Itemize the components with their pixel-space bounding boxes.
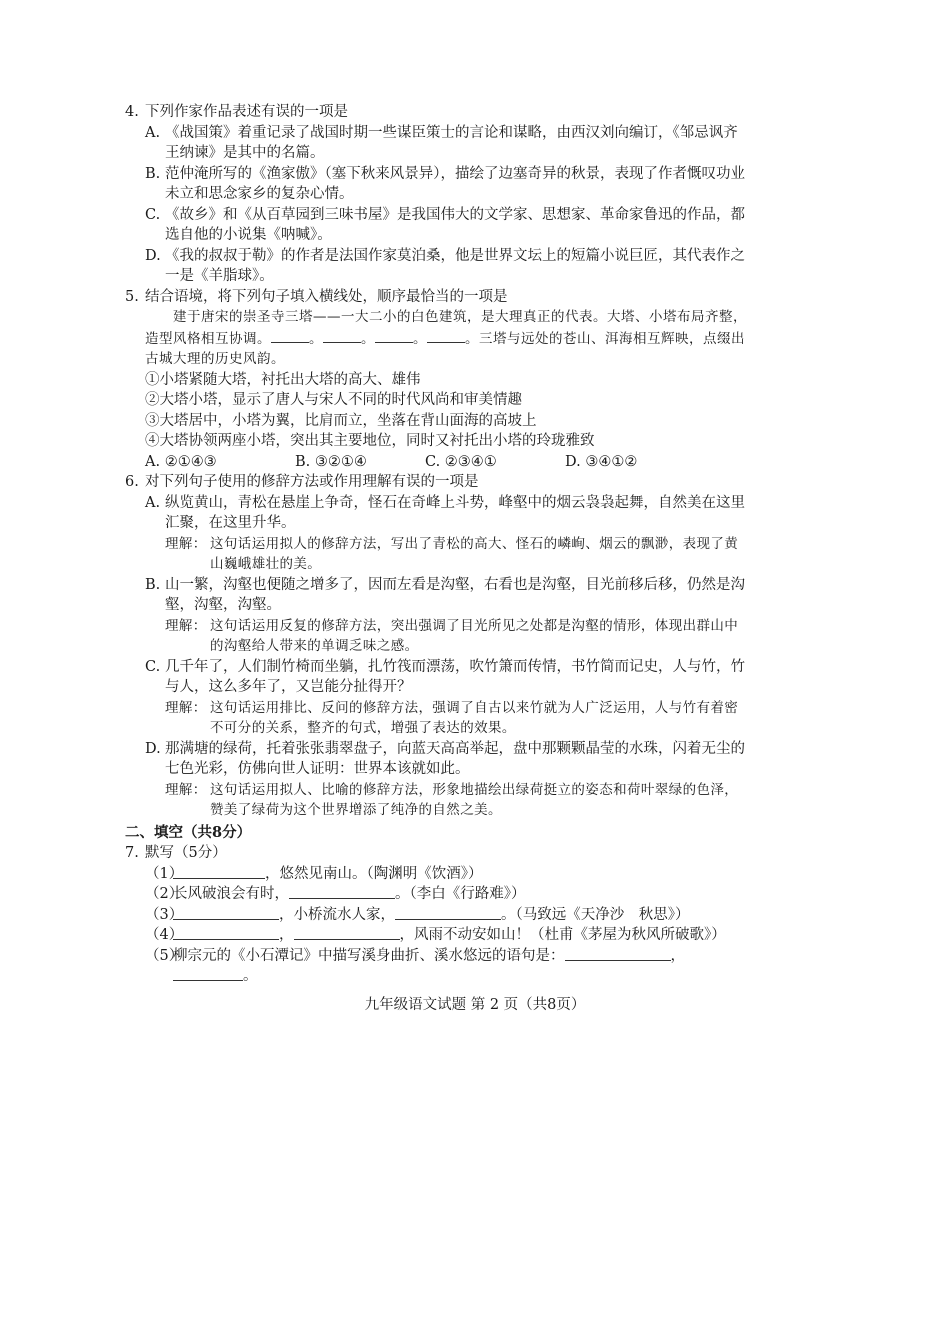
option-b: B. 山一繁，沟壑也便随之增多了，因而左看是沟壑，右看也是沟壑，目光前移后移，仍然是沟壑，沟壑，沟壑。 (145, 576, 745, 613)
blank (271, 328, 309, 343)
answer-blank[interactable] (173, 905, 279, 920)
fill-item-5: （5） 柳宗元的《小石潭记》中描写溪身曲折、溪水悠远的语句是： ， (145, 947, 685, 964)
sentence-item: ②大塔小塔，显示了唐人与宋人不同的时代风尚和审美情趣 (145, 392, 522, 408)
sentence-item: ④大塔协领两座小塔，突出其主要地位，同时又衬托出小塔的玲珑雅致 (145, 433, 595, 449)
question-number: 5. (125, 288, 139, 305)
option-d: D. 那满塘的绿荷，托着张张翡翠盘子，向蓝天高高举起，盘中那颗颗晶莹的水珠，闪着无尘的七色光彩，仿佛向世人证明：世界本该就如此。 (145, 740, 745, 777)
fill-item-2: （2） 长风破浪会有时， 。（李白《行路难》） (145, 886, 526, 902)
option-a: A. 纵览黄山，青松在悬崖上争奇，怪石在奇峰上斗势，峰壑中的烟云袅袅起舞，自然美在这里汇聚，在这里升华。 (145, 494, 745, 531)
answer-choices (145, 452, 750, 473)
option-c: C. 几千年了，人们制竹椅而坐躺，扎竹筏而漂荡，吹竹箫而传情，书竹简而记史，人与竹，竹与人，这么多年了，又岂能分扯得开？ (145, 658, 745, 695)
blank (427, 328, 465, 343)
section-title: 二、填空（共8分） (125, 823, 252, 841)
explanation-d: 理解： 这句话运用拟人、比喻的修辞方法，形象地描绘出绿荷挺立的姿态和荷叶翠绿的色泽，赞美了绿荷为这个世界增添了纯净的自然之美。 (165, 781, 739, 818)
answer-blank[interactable] (289, 884, 395, 899)
blank (375, 328, 413, 343)
question-number: 4. (125, 104, 139, 120)
explanation-c: 理解： 这句话运用排比、反问的修辞方法，强调了自古以来竹就为人广泛运用，人与竹有着密不可分的关系，整齐的句式，增强了表达的效果。 (165, 699, 739, 736)
choice-c: C. ②③④① (425, 453, 497, 470)
choice-a: A. ②①④③ (145, 453, 217, 470)
question-number: 6. (125, 474, 139, 490)
answer-blank[interactable] (395, 905, 501, 920)
question-stem: 结合语境，将下列句子填入横线处，顺序最恰当的一项是 (145, 288, 508, 305)
fill-item-3: （3） ，小桥流水人家， 。（马致远《天净沙 秋思》） (145, 906, 690, 923)
blank (323, 328, 361, 343)
exam-page (125, 102, 750, 987)
option-c: C. 《故乡》和《从百草园到三味书屋》是我国伟大的文学家、思想家、革命家鲁迅的作品，都选自他的小说集《呐喊》。 (145, 206, 745, 243)
fill-item-1: （1） ，悠然见南山。（陶渊明《饮酒》） (145, 865, 483, 882)
explanation-a: 理解： 这句话运用拟人的修辞方法，写出了青松的高大、怪石的嶙峋、烟云的飘渺，表现了黄山巍峨雄壮的美。 (165, 535, 739, 572)
option-d: D. 《我的叔叔于勒》的作者是法国作家莫泊桑，他是世界文坛上的短篇小说巨匠，其代表作之一是《羊脂球》。 (145, 247, 745, 284)
answer-blank[interactable] (173, 925, 279, 940)
question-number: 7. (125, 845, 139, 861)
answer-blank[interactable] (173, 966, 243, 981)
sentence-item: ③大塔居中，小塔为翼，比肩而立，坐落在背山面海的高坡上 (145, 412, 537, 429)
explanation-b: 理解： 这句话运用反复的修辞方法，突出强调了目光所见之处都是沟壑的情形，体现出群山中的沟壑给人带来的单调乏味之感。 (165, 617, 739, 654)
question-stem: 下列作家作品表述有误的一项是 (145, 104, 348, 120)
page-footer: 九年级语文试题 第 2 页（共8页） (364, 997, 586, 1013)
answer-blank[interactable] (565, 946, 671, 961)
answer-blank[interactable] (173, 864, 265, 879)
option-a: A. 《战国策》着重记录了战国时期一些谋臣策士的言论和谋略，由西汉刘向编订，《邹忌讽齐王纳谏》是其中的名篇。 (145, 124, 738, 161)
fill-item-4: （4） ， ，风雨不动安如山！（杜甫《茅屋为秋风所破歌》） (145, 927, 726, 943)
answer-blank[interactable] (294, 925, 400, 940)
question-7 (125, 843, 750, 987)
question-stem: 对下列句子使用的修辞方法或作用理解有误的一项是 (145, 474, 479, 490)
choice-b: B. ③②①④ (295, 453, 367, 470)
question-6 (125, 472, 750, 821)
fill-item-5-cont: 。 (173, 966, 750, 987)
passage: 建于唐宋的崇圣寺三塔——一大二小的白色建筑，是大理真正的代表。大塔、小塔布局齐整，造型风格相互协调。 。 。 。 。三塔与远处的苍山、洱海相互辉映，点缀出古城大理的历史风韵。 (145, 309, 747, 367)
choice-d: D. ③④①② (565, 453, 638, 470)
question-stem: 默写（5分） (145, 845, 227, 861)
sentence-item: ①小塔紧随大塔，衬托出大塔的高大、雄伟 (145, 371, 421, 388)
option-b: B. 范仲淹所写的《渔家傲》（塞下秋来风景异），描绘了边塞奇异的秋景，表现了作者慨叹功业未立和思念家乡的复杂心情。 (145, 165, 745, 202)
question-5 (125, 287, 750, 473)
question-4 (125, 102, 750, 287)
